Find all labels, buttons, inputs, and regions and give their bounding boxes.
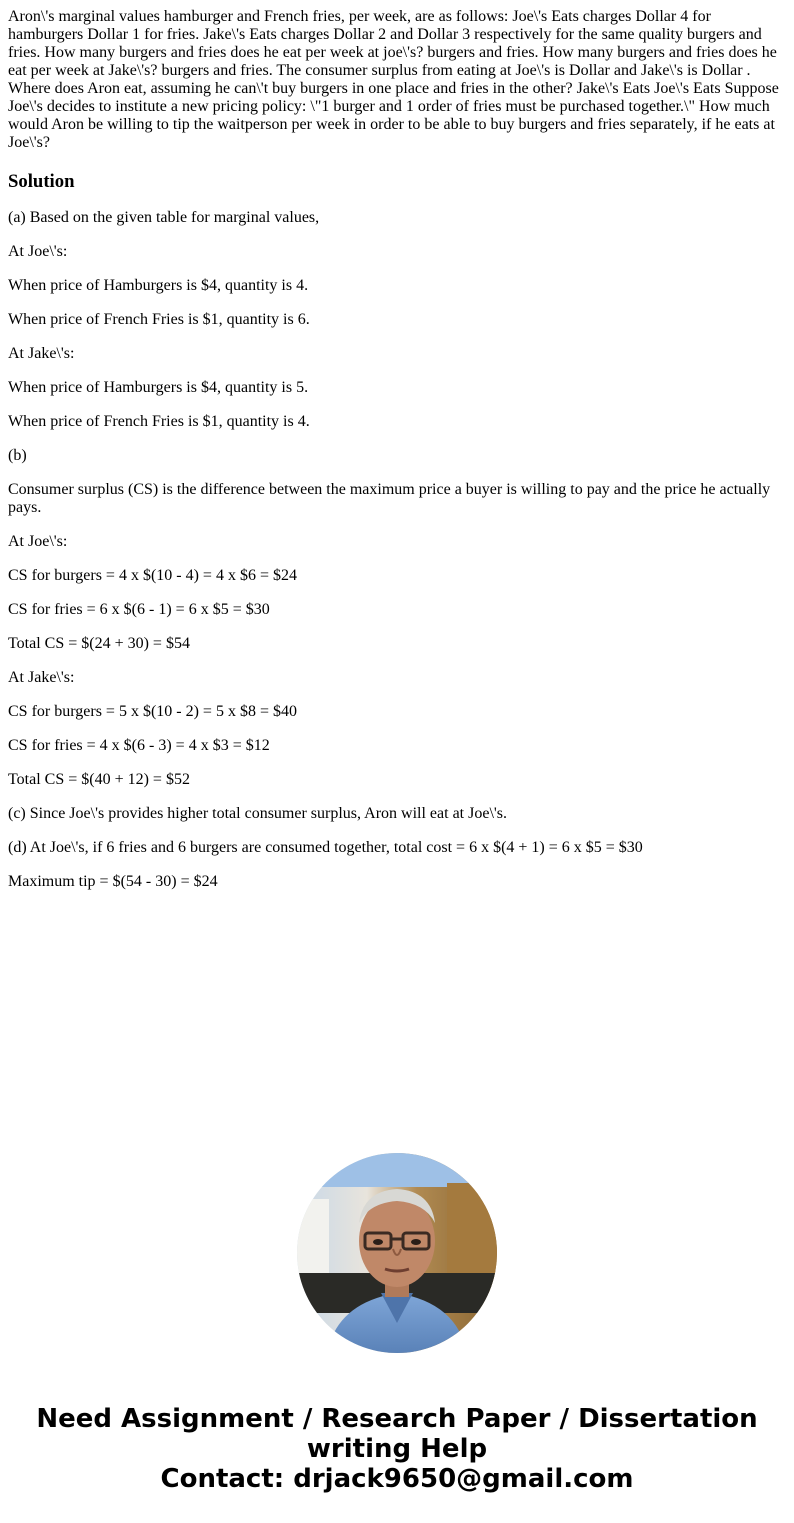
solution-paragraph: When price of Hamburgers is $4, quantity is 4. [8, 277, 309, 294]
footer-contact-line: Contact: drjack9650@gmail.com [160, 1464, 634, 1494]
solution-paragraph: CS for burgers = 5 x $(10 - 2) = 5 x $8 = $40 [8, 703, 297, 720]
author-avatar [297, 1153, 497, 1353]
solution-paragraph: When price of French Fries is $1, quantity is 6. [8, 311, 310, 328]
footer-line: Need Assignment / Research Paper / Dissertation [36, 1404, 758, 1434]
solution-paragraph: Total CS = $(24 + 30) = $54 [8, 635, 190, 652]
solution-paragraph: (d) At Joe\'s, if 6 fries and 6 burgers are consumed together, total cost = 6 x $(4 + 1) = 6 x $5 = $30 [8, 839, 643, 856]
contact-footer [0, 1404, 794, 1494]
solution-paragraph: When price of French Fries is $1, quantity is 4. [8, 413, 310, 430]
solution-paragraph: At Joe\'s: [8, 243, 68, 260]
solution-paragraph: CS for fries = 4 x $(6 - 3) = 4 x $3 = $12 [8, 737, 270, 754]
solution-paragraph: CS for burgers = 4 x $(10 - 4) = 4 x $6 = $24 [8, 567, 297, 584]
solution-paragraph: Total CS = $(40 + 12) = $52 [8, 771, 190, 788]
document-body [8, 8, 786, 907]
footer-line: writing Help [306, 1434, 488, 1464]
avatar-portrait [297, 1153, 497, 1353]
solution-paragraph: At Jake\'s: [8, 669, 75, 686]
question-text: Aron\'s marginal values hamburger and French fries, per week, are as follows: Joe\'s Eats charges Dollar 4 for hamburgers Dollar 1 for fries. Jake\'s Eats charges Dollar 2 and Dollar 3 respectively for the same quality burgers and fries. How many burgers and fries does he eat per week at joe\'s? burgers and fries. How many burgers and fries does he eat per week at Jake\'s? burgers and fries. The consumer surplus from eating at Joe\'s is Dollar and Jake\'s is Dollar . Where does Aron eat, assuming he can\'t buy burgers in one place and fries in the other? Jake\'s Eats Joe\'s Eats Suppose Joe\'s decides to institute a new pricing policy: \"1 burger and 1 order of fries must be purchased together.\" How much would Aron be willing to tip the waitperson per week in order to be able to buy burgers and fries separately, if he eats at Joe\'s? [8, 8, 779, 151]
solution-paragraph: (c) Since Joe\'s provides higher total consumer surplus, Aron will eat at Joe\'s. [8, 805, 507, 822]
solution-paragraph: (b) [8, 447, 27, 464]
solution-body [8, 209, 786, 891]
solution-paragraph: When price of Hamburgers is $4, quantity is 5. [8, 379, 309, 396]
solution-paragraph: Maximum tip = $(54 - 30) = $24 [8, 873, 218, 890]
solution-paragraph: At Joe\'s: [8, 533, 68, 550]
solution-paragraph: (a) Based on the given table for marginal values, [8, 209, 320, 226]
solution-paragraph: At Jake\'s: [8, 345, 75, 362]
solution-paragraph: Consumer surplus (CS) is the difference between the maximum price a buyer is willing to pay and the price he actually pays. [8, 481, 771, 516]
solution-paragraph: CS for fries = 6 x $(6 - 1) = 6 x $5 = $30 [8, 601, 270, 618]
solution-heading: Solution [8, 171, 75, 192]
